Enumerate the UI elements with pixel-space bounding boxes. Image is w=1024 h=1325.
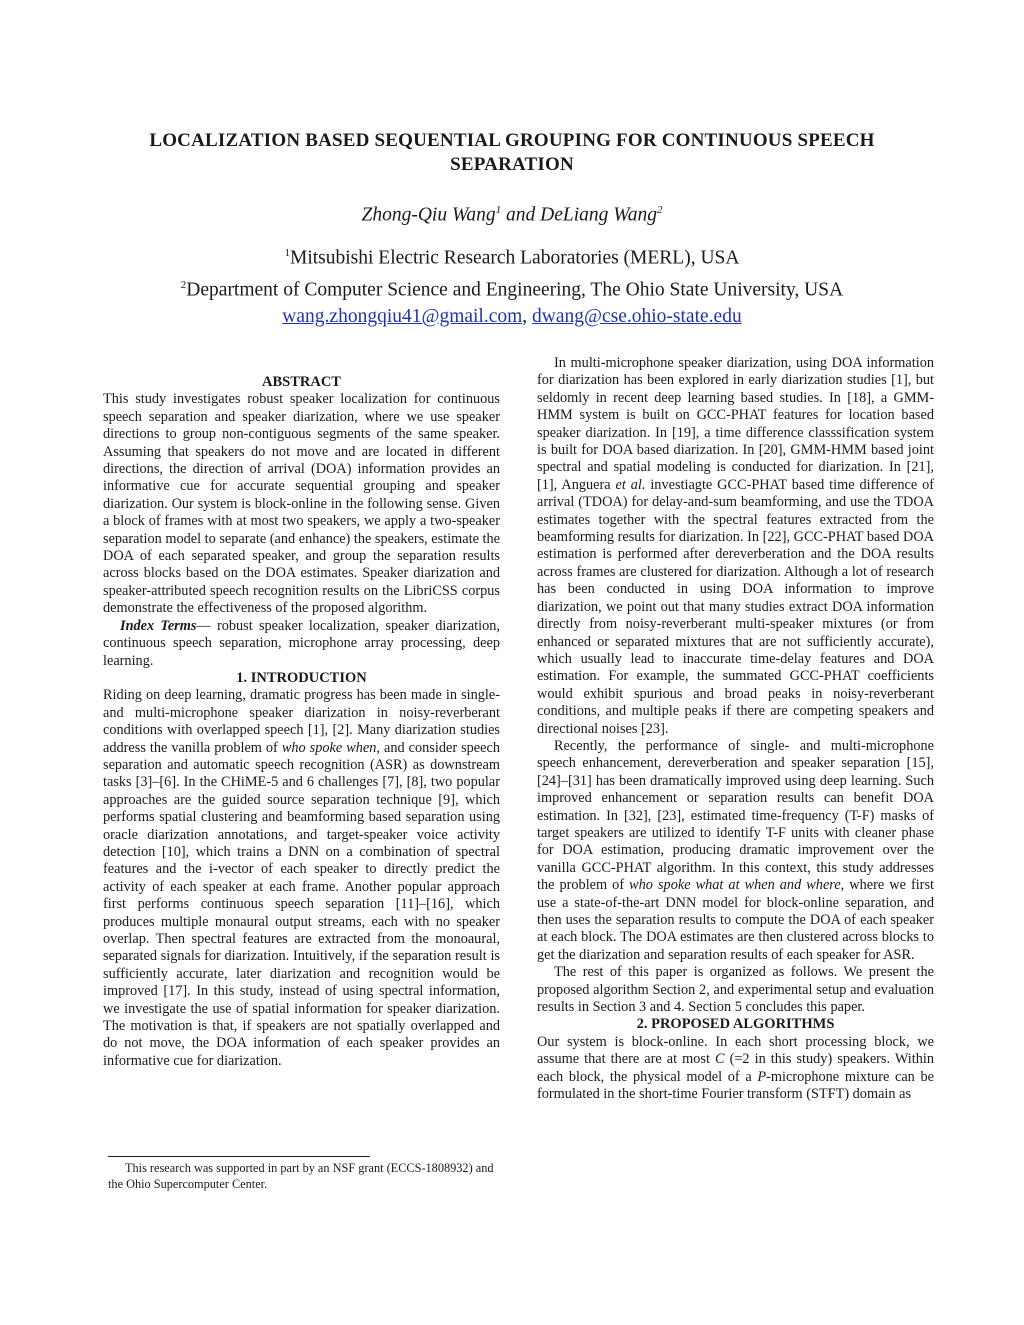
- author-1: Zhong-Qiu Wang: [361, 204, 496, 226]
- affiliation-2: [100, 272, 924, 304]
- right-p2-text-b: , where we first use a state-of-the-art DNN model for block-online separation, and then uses the separation results to compute the DOA of each speaker at each block. The DOA estimates are then clustered across blocks to get the diarization and separation results of each speaker for ASR.: [537, 877, 934, 963]
- right-p4-text-c: -microphone mixture can be formulated in the short-time Fourier transform (STFT) domain as: [537, 1068, 934, 1103]
- right-column: [537, 355, 934, 1103]
- author-conjunction: and: [501, 204, 541, 226]
- right-paragraph-3: The rest of this paper is organized as follows. We present the proposed algorithm Section 2, and experimental setup and evaluation results in Section 3 and 4. Section 5 concludes this paper.: [537, 964, 934, 1016]
- index-terms-text: robust speaker localization, speaker diarization, continuous speech separation, microphone array processing, deep learning.: [103, 617, 500, 669]
- right-p4-text-b: (=2 in this study) speakers. Within each block, the physical model of a: [537, 1051, 934, 1085]
- email-line: [100, 303, 924, 330]
- abstract-text: This study investigates robust speaker localization for continuous speech separation and speaker diarization, where we use speaker directions to group non-contiguous segments of the same speaker. Assuming that speakers do not move and are located in different directions, the direction of arrival (DOA) information provides an informative cue for accurate sequential grouping and speaker diarization. Our system is block-online in the following sense. Given a block of frames with at most two speakers, we apply a two-speaker separation model to separate (and enhance) the speakers, estimate the DOA of each separated speaker, and group the separation results across blocks based on the DOA estimates. Speaker diarization and speaker-attributed speech recognition results on the LibriCSS corpus demonstrate the effectiveness of the proposed algorithm.: [103, 391, 500, 617]
- right-p2-text-a: Recently, the performance of single- and multi-microphone speech enhancement, dereverberation and speaker separation [15], [24]–[31] has been dramatically improved using deep learning. Such improved enhancement or separation results can benefit DOA estimation. In [32], [23], estimated time-frequency (T-F) masks of target speakers are utilized to identify T-F units with cleaner phase for DOA estimation, producing dramatic improvement over the vanilla GCC-PHAT algorithm. In this context, this study addresses the problem of: [537, 737, 934, 894]
- intro-text-a: Riding on deep learning, dramatic progress has been made in single- and multi-microphone speaker diarization in noisy-reverberant conditions with overlapped speech [1], [2]. Many diarization studies address the vanilla problem of: [103, 687, 500, 756]
- left-column: [103, 374, 500, 1070]
- proposed-algorithms-heading: 2. PROPOSED ALGORITHMS: [636, 1016, 835, 1033]
- right-paragraph-1: [537, 355, 934, 738]
- variable-c: C: [714, 1051, 725, 1068]
- author-2: DeLiang Wang: [540, 204, 657, 226]
- right-p4-text-a: Our system is block-online. In each short processing block, we assume that there are at most: [537, 1033, 934, 1068]
- affiliation-1-text: Mitsubishi Electric Research Laboratories (MERL), USA: [290, 247, 740, 269]
- footnote-text: This research was supported in part by an NSF grant (ECCS-1808932) and the Ohio Supercomputer Center.: [108, 1161, 494, 1191]
- footnote: [108, 1156, 508, 1192]
- abstract-heading: ABSTRACT: [262, 374, 341, 390]
- paper-title: LOCALIZATION BASED SEQUENTIAL GROUPING FOR CONTINUOUS SPEECH SEPARATION: [149, 130, 875, 175]
- right-paragraph-2: [537, 738, 934, 964]
- footnote-rule: [108, 1156, 370, 1157]
- email-separator: ,: [522, 306, 533, 327]
- introduction-heading: 1. INTRODUCTION: [236, 669, 367, 686]
- author-2-affiliation-mark: 2: [657, 204, 663, 216]
- right-paragraph-4: [537, 1034, 934, 1104]
- right-p1-text-b: investiagte GCC-PHAT based time difference of arrival (TDOA) for delay-and-sum beamforming, and use the TDOA estimates together with the spectral features extracted from the beamforming results for diarization. In [22], GCC-PHAT based DOA estimation is performed after dereverberation and the DOA results across frames are clustered for diarization. Although a lot of research has been conducted in using DOA information to improve diarization, we point out that many studies extract DOA information directly from noisy-reverberant multi-speaker mixtures (or from enhanced or separated mixtures that are not sufficiently accurate), which usually lead to inaccurate time-delay features and DOA estimation. For example, the summated GCC-PHAT coefficients would exhibit spurious and broad peaks in noisy-reverberant conditions, and multiple peaks if there are competing speakers and directional noises [23].: [537, 476, 934, 737]
- affiliations: [100, 240, 924, 330]
- variable-p: P: [757, 1068, 767, 1085]
- right-p1-emphasis: et al.: [615, 476, 646, 493]
- index-terms-label: Index Terms: [120, 617, 197, 634]
- email-link-1[interactable]: wang.zhongqiu41@gmail.com: [282, 306, 523, 327]
- authors-line: [100, 197, 924, 229]
- introduction-paragraph: [103, 687, 500, 1070]
- affiliation-1: [100, 240, 924, 272]
- intro-text-b: , and consider speech separation and automatic speech recognition (ASR) as downstream tasks [3]–[6]. In the CHiME-5 and 6 challenges [7], [8], two popular approaches are the guided source separation technique [9], which performs spatial clustering and beamforming based separation using oracle diarization annotations, and target-speaker voice activity detection [10], which trains a DNN on a combination of spectral features and the i-vector of each speaker to directly predict the activity of each speaker at each frame. Another popular approach first performs continuous speech separation [11]–[16], which produces multiple monaural output streams, each with no speaker overlap. Then spectral features are extracted from the monoaural, separated signals for diarization. Intuitively, if the separation result is sufficiently accurate, later diarization and recognition would be improved [17]. In this study, instead of using spectral information, we investigate the use of spatial information for speaker diarization. The motivation is that, if speakers are not spatially overlapped and do not move, the DOA information of each speaker provides an informative cue for diarization.: [103, 739, 500, 1069]
- intro-emphasis: who spoke when: [281, 739, 377, 756]
- author-1-affiliation-mark: 1: [495, 204, 502, 216]
- affiliation-1-mark: 1: [284, 247, 290, 259]
- affiliation-2-text: Department of Computer Science and Engineering, The Ohio State University, USA: [186, 279, 844, 300]
- index-terms: [103, 618, 500, 670]
- right-p1-text-a: In multi-microphone speaker diarization, using DOA information for diarization has been explored in early diarization studies [1], but seldomly in recent deep learning based studies. In [18], a GMM-HMM system is built on GCC-PHAT features for location based speaker diarization. In [19], a time difference classsification system is built for DOA based diarization. In [20], GMM-HMM based joint spectral and spatial modeling is conducted for diarization. In [21], [1], Anguera: [537, 355, 934, 493]
- right-p2-emphasis: who spoke what at when and where: [629, 877, 841, 894]
- index-terms-dash: —: [196, 617, 217, 634]
- affiliation-2-mark: 2: [180, 278, 187, 291]
- email-link-2[interactable]: dwang@cse.ohio-state.edu: [532, 306, 742, 327]
